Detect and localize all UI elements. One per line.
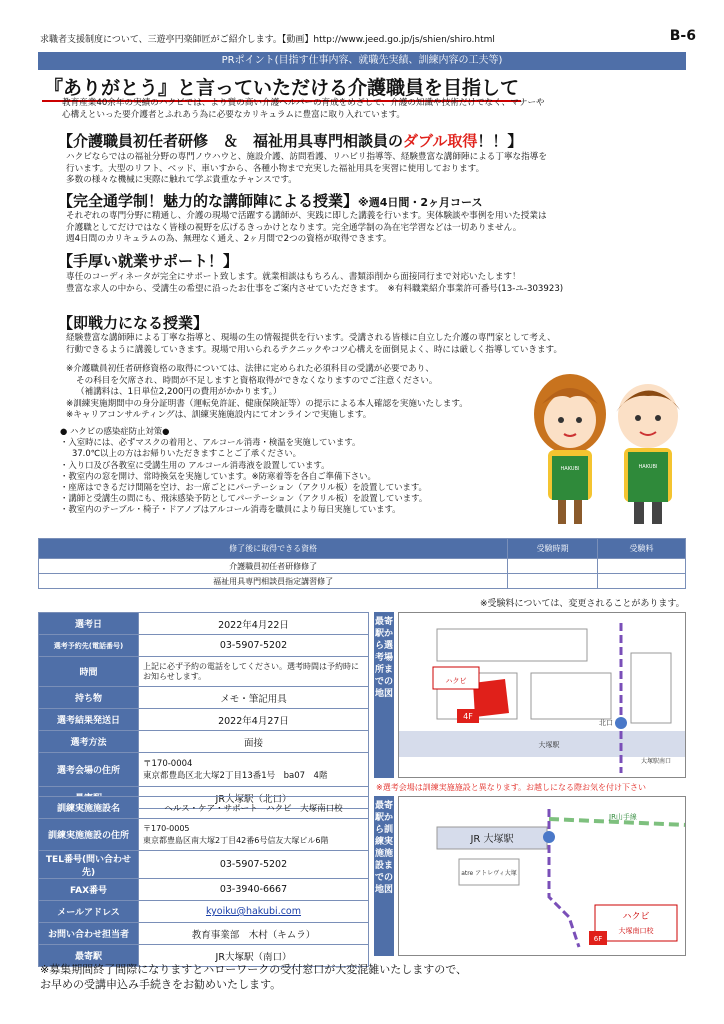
sec4-line: 行動できるように講義していきます。現場で用いられるテクニックやコツ心構えを面倒見よく、時には厳しく指導していきます。 [66,344,563,355]
selection-info-table [38,612,369,809]
facility-street: 東京都豊島区南大塚2丁目42番6号信友大塚ビル6階 [143,835,329,845]
sec1-line: 行います。大型のリフト、ベッド、車いすから、各種小物まで充実した福祉用具を実習に使用しております。 [66,163,485,174]
note-line: ※訓練実施期間中の身分証明書（運転免許証、健康保険証等）の提示による本人確認を実施いたします。 [66,398,468,409]
venue-postal: 〒170-0004 [143,758,193,769]
table-row [39,819,369,851]
label-cell: 選考会場の住所 [39,753,139,787]
label-cell: 選考方法 [39,731,139,753]
covid-line: ・講師と受講生の間にも、飛沫感染予防としてパーテーション（アクリル板）を設置しています。 [60,493,428,504]
note-line: ※キャリアコンサルティングは、訓練実施施設内にてオンラインで実施します。 [66,410,372,420]
page-number: B-6 [669,28,696,44]
exam-timing-header: 受験時期 [508,539,598,559]
qualification-name: 介護職員初任者研修修了 [39,559,508,574]
label-cell: 訓練実施施設名 [39,797,139,819]
sec4-line: 経験豊富な講師陣による丁寧な指導と、現場の生の情報提供を行います。受講される皆様に自立した介護の専門家として考え、 [66,333,556,343]
sec3-line: 専任のコーディネータが完全にサポート致します。就業相談はもちろん、書類添削から面接同行まで対応いたします！ [66,272,521,282]
label-cell: 選考日 [39,613,139,635]
table-row [39,851,369,879]
venue-street: 東京都豊島区北大塚2丁目13番1号 ba07 4階 [143,770,328,781]
covid-line: ・入り口及び各教室に受講生用の アルコール消毒液を設置しています。 [60,459,330,470]
sec3-body [66,272,563,295]
table-row [39,901,369,923]
facility-address [139,819,369,851]
facility-name: ヘルス・ケア・サポート ハクビ 大塚南口校 [139,797,369,819]
covid-line: ・入室時には、必ずマスクの着用と、アルコール消毒・検温を実施しています。 [60,437,361,448]
covid-line: 37.0℃以上の方はお帰りいただきますことご了承ください。 [72,448,302,459]
table-row [39,923,369,945]
qualification-name: 福祉用具専門相談員指定講習修了 [39,574,508,589]
label-cell: 最寄駅 [39,945,139,967]
sec1-line: ハクビならではの福祉分野の専門ノウハウと、施設介護、訪問看護、リハビリ指導等、経験豊富な講師陣による丁寧な指導を [66,152,547,162]
sec4-heading: 【即戦力になる授業】 [58,314,209,332]
table-row [39,731,369,753]
sec2-body [66,211,547,246]
sec2-line: 週4日間のカリキュラムの為、無理なく通え、2ヶ月間で2つの資格が取得できます。 [66,234,392,244]
north-exit-label: 北口 [599,719,613,727]
header-note: 求職者支援制度について、三遊亭円楽師匠がご紹介します。【動画】http://www.jeed.go.jp/js/shien/shiro.html [40,35,495,45]
sec1-heading-a: 【介護職員初任者研修 ＆ 福祉用具専門相談員の [58,132,404,150]
covid-line: ・教室内のテーブル・椅子・ドアノブはアルコール消毒を職員により毎日実施しています。 [60,504,401,515]
label-cell: FAX番号 [39,879,139,901]
sec1-heading-red: ダブル取得 [403,132,478,150]
note-line: その科目を欠席され、時間が不足しますと資格取得ができなくなりますのでご注意ください。 [76,375,438,386]
facility-station: JR大塚駅（南口） [139,945,369,967]
table-row [39,559,686,574]
reservation-phone: 03-5907-5202 [139,635,369,657]
selection-venue-map [398,612,686,778]
sec3-heading: 【手厚い就業サポート！】 [58,252,239,270]
nearest-station: JR大塚駅（北口） [139,787,369,809]
table-row [39,879,369,901]
sec2-line: 介護職としてだけではなく皆様の視野を広げるきっかけとなります。完全通学制の為在宅学習などは一切ありません。 [66,222,522,233]
facility-email[interactable]: kyoiku@hakubi.com [139,901,369,923]
sec2-line: それぞれの専門分野に精通し、介護の現場で活躍する講師が、実践に即した講義を行います。実体験談や事例を用いた授業は [66,211,547,221]
intro-line: 心構えといった要介護者とふれあう為に必要なカリキュラムに豊富に取り入れています。 [62,109,405,120]
intro-line: 教育産業40余年の実績のハクビでは、より質の高い介護ヘルパーの育成をめざして、介護の知識や技術だけでなく、マナーや [62,98,545,108]
exam-fee-header: 受験料 [598,539,686,559]
training-facility-map [398,796,686,956]
south-exit-label: 大塚駅南口 [641,758,672,765]
label-cell: メールアドレス [39,901,139,923]
female-character [534,374,606,524]
sec1-body [66,152,547,187]
covid-line: ・座席はできるだけ間隔を空け、お一席ごとにパーテーション（アクリル板）を設置しています。 [60,482,427,493]
sec1-heading-b: ！！】 [477,132,523,150]
table-row [39,797,369,819]
floor-6f: 6F [593,935,603,943]
main-title: 『ありがとう』と言っていただける介護職員を目指して [42,73,521,102]
covid-measures [60,426,427,516]
map2-vertical-label: 最寄駅から訓練実施施設までの地図 [374,796,394,956]
facility-postal: 〒170-0005 [143,823,190,833]
table-row [39,753,369,787]
table-row [39,613,369,635]
staff-characters-illustration [520,352,695,532]
note-line: （補講料は、1日単位2,200円の費用がかかります。） [76,387,282,397]
apron-label-left: HAKUBI [560,466,580,472]
qualification-table [38,538,686,589]
footer-note [40,962,467,992]
hakubi-logo: ハクビ [445,677,467,685]
fee-note: ※受験料については、変更されることがあります。 [480,599,685,609]
result-date: 2022年4月27日 [139,709,369,731]
apron-label-right: HAKUBI [638,464,658,470]
belongings: メモ・筆記用具 [139,687,369,709]
jr-otsuka-station-label: JR 大塚駅 [470,834,514,845]
sec4-body [66,333,562,356]
label-cell: 時間 [39,657,139,687]
sec3-line: 豊富な求人の中から、受講生の希望に沿ったお仕事をご案内させていただきます。 ※有料職業紹介事業許可番号(13-ユ-303923) [66,283,564,294]
label-cell: 持ち物 [39,687,139,709]
sec2-heading-text: 【完全通学制！魅力的な講師陣による授業】 [58,192,359,210]
intro-text [62,98,545,121]
facility-phone: 03-5907-5202 [139,851,369,879]
selection-method: 面接 [139,731,369,753]
facility-fax: 03-3940-6667 [139,879,369,901]
exam-timing-cell [508,574,598,589]
label-cell: 訓練実施施設の住所 [39,819,139,851]
table-row [39,709,369,731]
table-row [39,687,369,709]
sec1-heading [58,132,522,150]
training-facility-table [38,796,369,967]
qualification-header-row [39,539,686,559]
exam-fee-cell [598,559,686,574]
sec2-heading-sub: ※週4日間・2ヶ月コース [358,196,483,209]
contact-person: 教育事業部 木村（キムラ） [139,923,369,945]
venue-address [139,753,369,787]
yamanote-label: JR山手線 [609,813,637,821]
floor-4f: 4F [463,712,473,721]
pr-bar: PRポイント(目指す仕事内容、就職先実績、訓練内容の工夫等) [38,52,686,70]
venue-note: ※選考会場は訓練実施施設と異なります。お越しになる際お気を付け下さい [376,783,647,792]
footer-line: お早めの受講申込み手続きをお勧めいたします。 [40,978,282,991]
label-cell: 選考結果発送日 [39,709,139,731]
sec2-heading [58,192,482,212]
exam-timing-cell [508,559,598,574]
time-info: 上記に必ず予約の電話をしてください。選考時間は予約時にお知らせします。 [139,657,369,687]
atre-label: atre アトレヴィ大塚 [461,870,517,877]
covid-line: ・教室内の窓を開け、常時換気を実施しています。※防寒着等を各自ご準備下さい。 [60,470,376,481]
branch-label: 大塚南口校 [618,927,654,935]
label-cell: TEL番号(問い合わせ先) [39,851,139,879]
map1-vertical-label: 最寄駅から選考場所までの地図 [374,612,394,778]
table-row [39,635,369,657]
selection-date: 2022年4月22日 [139,613,369,635]
male-character [616,384,680,524]
label-cell: お問い合わせ担当者 [39,923,139,945]
exam-fee-cell [598,574,686,589]
notes [66,364,468,422]
qual-col-header: 修了後に取得できる資格 [39,539,508,559]
table-row [39,574,686,589]
covid-title: ● ハクビの感染症防止対策● [60,426,170,436]
label-cell: 選考予約先(電話番号) [39,635,139,657]
footer-line: ※募集期間終了間際になりますとハローワークの受付窓口が大変混雑いたしますので、 [40,963,467,976]
sec1-line: 多数の様々な機械に実際に触れて学ぶ貴重なチャンスです。 [66,175,297,185]
table-row [39,657,369,687]
hakubi-logo: ハクビ [622,912,650,922]
station-label: 大塚駅 [538,741,560,749]
note-line: ※介護職員初任者研修資格の取得については、法律に定められた必須科目の受講が必要であり、 [66,364,434,374]
